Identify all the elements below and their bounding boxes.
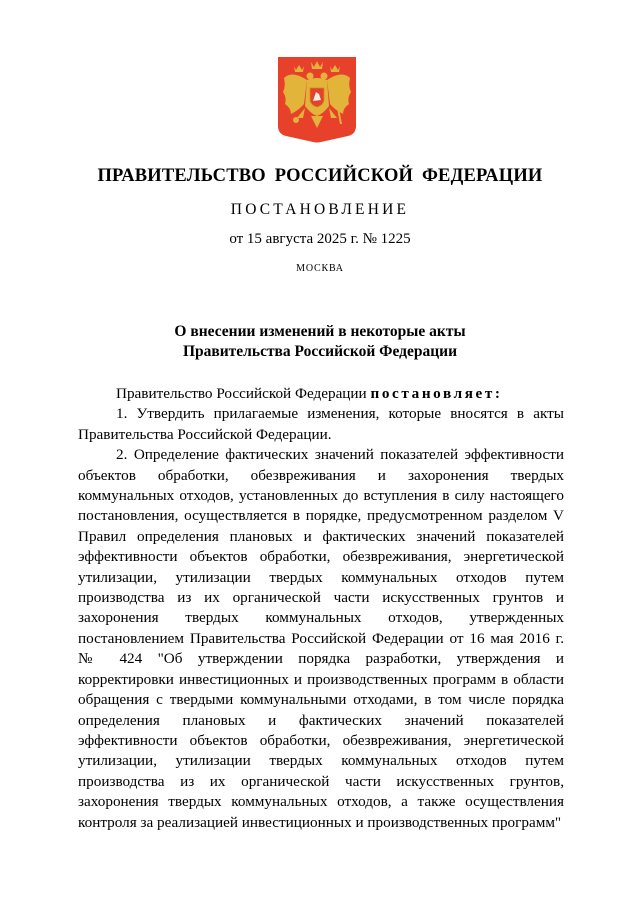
date-and-number: от 15 августа 2025 г. № 1225 <box>229 231 411 247</box>
city: МОСКВА <box>296 263 344 274</box>
paragraph-2: 2. Определение фактических значений показателей эффективности объектов обработки, обезвреживания и захоронения твердых коммунальных отходов, установленных до вступления в силу настоящего постановления, осуществляется в порядке, предусмотренном разделом V Правил определения плановых и фактических значений показателей эффективности объектов обработки, обезвреживания, энергетической утилизации, утилизации твердых коммунальных отходов путем производства из их органической части искусственных грунтов и захоронения твердых коммунальных отходов, утвержденных постановлением Правительства Российской Федерации от 16 мая 2016 г. № 424 "Об утверждении порядка разработки, утверждения и корректировки инвестиционных и производственных программ в области обращения с твердыми коммунальными отходами, в том числе порядка определения плановых и фактических значений показателей эффективности объектов обработки, обезвреживания, энергетической утилизации, утилизации твердых коммунальных отходов путем производства из их органической части искусственных грунтов, захоронения твердых коммунальных отходов, а также осуществления контроля за реализацией инвестиционных и производственных программ" <box>78 446 564 831</box>
paragraph-1: 1. Утвердить прилагаемые изменения, которые вносятся в акты Правительства Российской Федерации. <box>78 405 564 443</box>
organization-title: ПРАВИТЕЛЬСТВО РОССИЙСКОЙ ФЕДЕРАЦИИ <box>97 166 543 186</box>
document-subject <box>0 322 640 362</box>
intro-text: Правительство Российской Федерации <box>116 385 371 402</box>
subject-line-1: О внесении изменений в некоторые акты <box>174 323 466 340</box>
subject-line-2: Правительства Российской Федерации <box>182 343 458 360</box>
document-type: ПОСТАНОВЛЕНИЕ <box>230 201 410 218</box>
document-body <box>78 384 564 833</box>
intro-paragraph <box>78 384 564 404</box>
intro-decision-word: постановляет: <box>370 385 503 402</box>
russian-coat-of-arms-icon <box>277 56 357 144</box>
